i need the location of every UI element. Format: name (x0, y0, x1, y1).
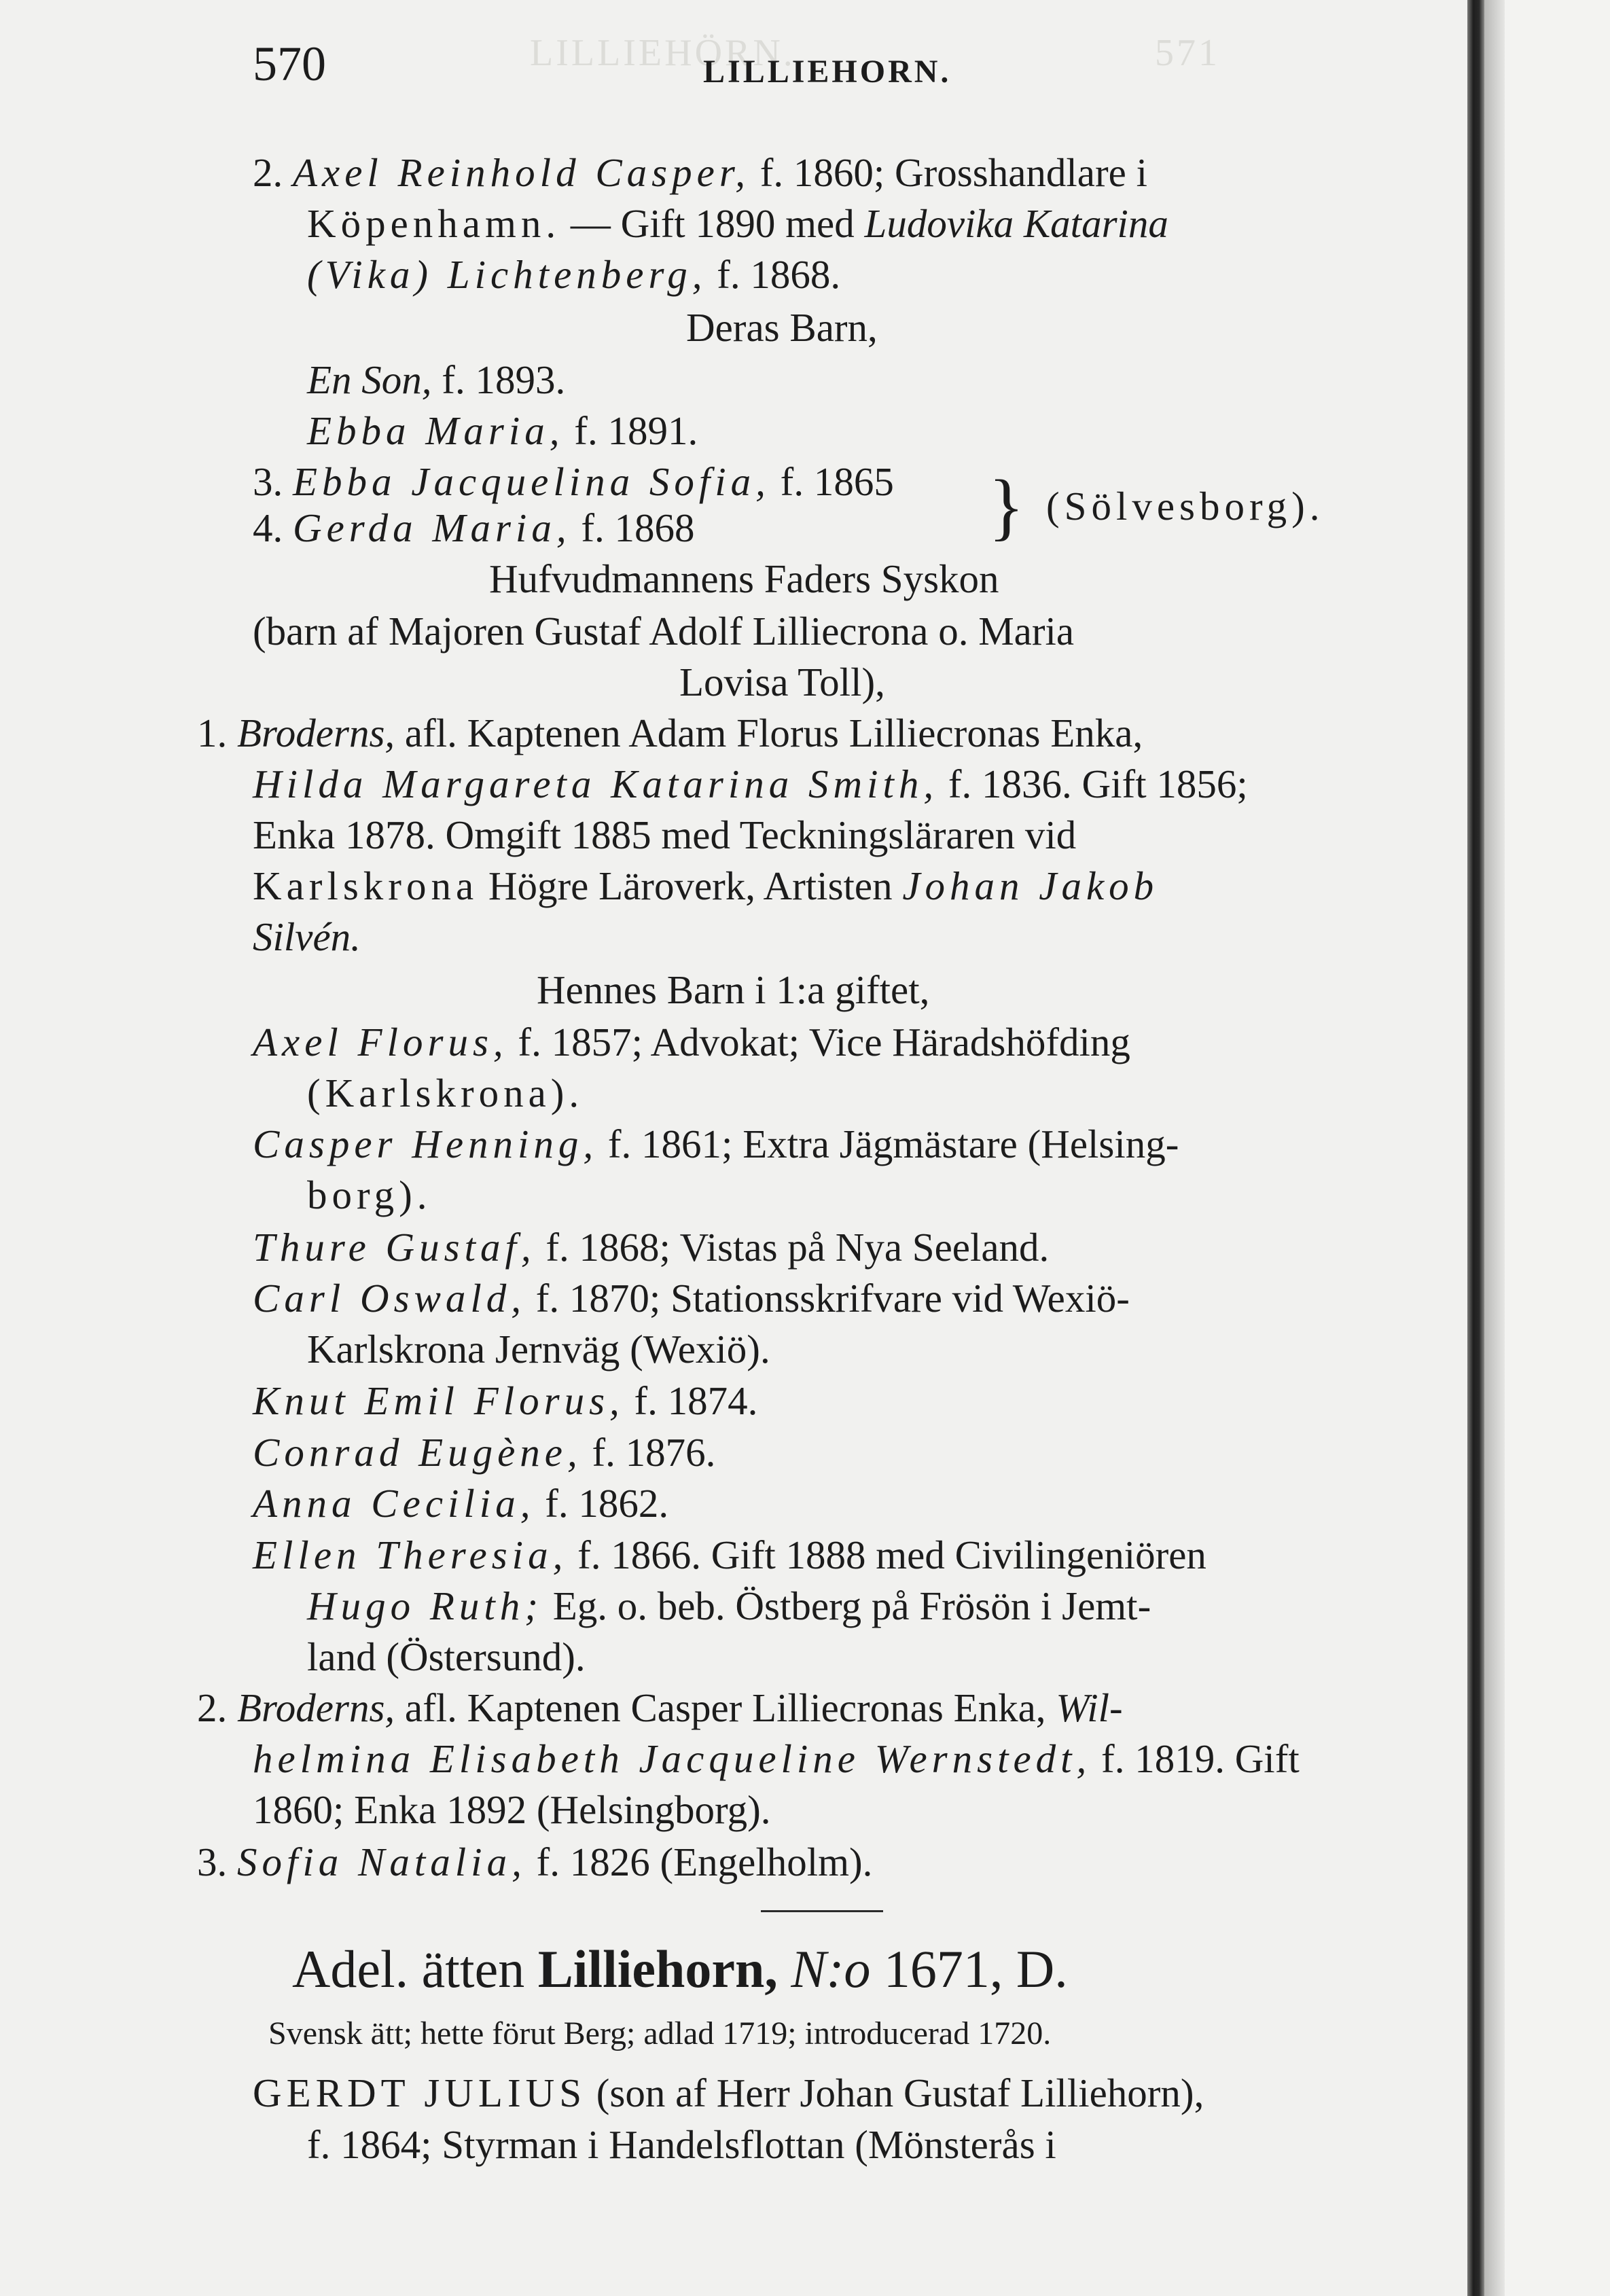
child-casper-henning: Casper Henning, f. 1861; Extra Jägmästare (Helsing- (253, 1122, 1179, 1166)
brother-1: 1. Broderns, afl. Kaptenen Adam Florus Lilliecronas Enka, (197, 711, 1143, 755)
syskon-heading: Hufvudmannens Faders Syskon (489, 556, 999, 601)
hennes-barn-heading: Hennes Barn i 1:a giftet, (537, 967, 930, 1012)
brother-2-line-2: helmina Elisabeth Jacqueline Wernstedt, f. 1819. Gift (253, 1736, 1300, 1781)
brother-1-line-2: Hilda Margareta Katarina Smith, f. 1836. Gift 1856; (253, 761, 1248, 806)
running-title: LILLIEHORN. (703, 54, 952, 90)
family-subtitle: Svensk ätt; hette förut Berg; adlad 1719; introducerad 1720. (268, 2015, 1052, 2051)
child-ellen-theresia-cont: land (Östersund). (307, 1634, 586, 1679)
child-ellen-theresia: Ellen Theresia, f. 1866. Gift 1888 med Civilingeniören (253, 1532, 1206, 1577)
entry-3: 3. Ebba Jacquelina Sofia, f. 1865 (253, 459, 894, 504)
sister-3: 3. Sofia Natalia, f. 1826 (Engelholm). (197, 1840, 873, 1884)
entry-2: 2. Axel Reinhold Casper, f. 1860; Grosshandlare i (253, 150, 1147, 195)
gerdt-julius-line-2: f. 1864; Styrman i Handelsflottan (Mönsterås i (307, 2122, 1056, 2167)
child-conrad-eugene: Conrad Eugène, f. 1876. (253, 1430, 716, 1475)
brother-1-line-5: Silvén. (253, 914, 361, 959)
entry-4: 4. Gerda Maria, f. 1868 (253, 505, 695, 550)
child-anna-cecilia: Anna Cecilia, f. 1862. (253, 1481, 669, 1526)
background (1505, 0, 1610, 2296)
separator-rule (761, 1910, 883, 1912)
bleed-through-page-number: 571 (1155, 32, 1220, 74)
page-edge (1467, 0, 1484, 2296)
child-ebba-maria: Ebba Maria, f. 1891. (307, 408, 698, 453)
brother-1-line-3: Enka 1878. Omgift 1885 med Teckningsläraren vid (253, 812, 1077, 857)
syskon-line-2: Lovisa Toll), (679, 660, 885, 704)
entry-2-line-2: Köpenhamn. — Gift 1890 med Ludovika Katarina (307, 201, 1168, 246)
entry-3-4-place: (Sölvesborg). (1046, 484, 1325, 528)
brother-1-line-4: Karlskrona Högre Läroverk, Artisten Johan Jakob (253, 863, 1159, 908)
brace: } (988, 465, 1024, 548)
child-en-son: En Son, f. 1893. (307, 357, 566, 402)
child-knut-emil-florus: Knut Emil Florus, f. 1874. (253, 1378, 758, 1423)
deras-barn-heading: Deras Barn, (686, 305, 878, 350)
child-carl-oswald: Carl Oswald, f. 1870; Stationsskrifvare vid Wexiö- (253, 1276, 1130, 1321)
child-thure-gustaf: Thure Gustaf, f. 1868; Vistas på Nya Seeland. (253, 1225, 1050, 1270)
child-carl-oswald-cont: Karlskrona Jernväg (Wexiö). (307, 1327, 770, 1371)
child-casper-henning-cont: borg). (307, 1172, 432, 1217)
family-heading: Adel. ätten Lilliehorn, N:o 1671, D. (292, 1939, 1068, 1998)
page-number: 570 (253, 37, 326, 91)
bleed-through-title: LILLIEHÖRN. (530, 32, 795, 74)
brother-2: 2. Broderns, afl. Kaptenen Casper Lilliecronas Enka, Wil- (197, 1685, 1123, 1730)
child-axel-florus: Axel Florus, f. 1857; Advokat; Vice Häradshöfding (253, 1020, 1130, 1064)
brother-2-line-3: 1860; Enka 1892 (Helsingborg). (253, 1787, 771, 1832)
page-edge-shadow (1484, 0, 1505, 2296)
syskon-line-1: (barn af Majoren Gustaf Adolf Lilliecrona o. Maria (253, 609, 1075, 653)
child-ellen-theresia-spouse: Hugo Ruth; Eg. o. beb. Östberg på Frösön i Jemt- (307, 1583, 1151, 1628)
entry-2-line-3: (Vika) Lichtenberg, f. 1868. (307, 252, 841, 297)
child-axel-florus-place: (Karlskrona). (307, 1071, 584, 1115)
gerdt-julius-entry: GERDT JULIUS (son af Herr Johan Gustaf Lilliehorn), (253, 2070, 1204, 2115)
